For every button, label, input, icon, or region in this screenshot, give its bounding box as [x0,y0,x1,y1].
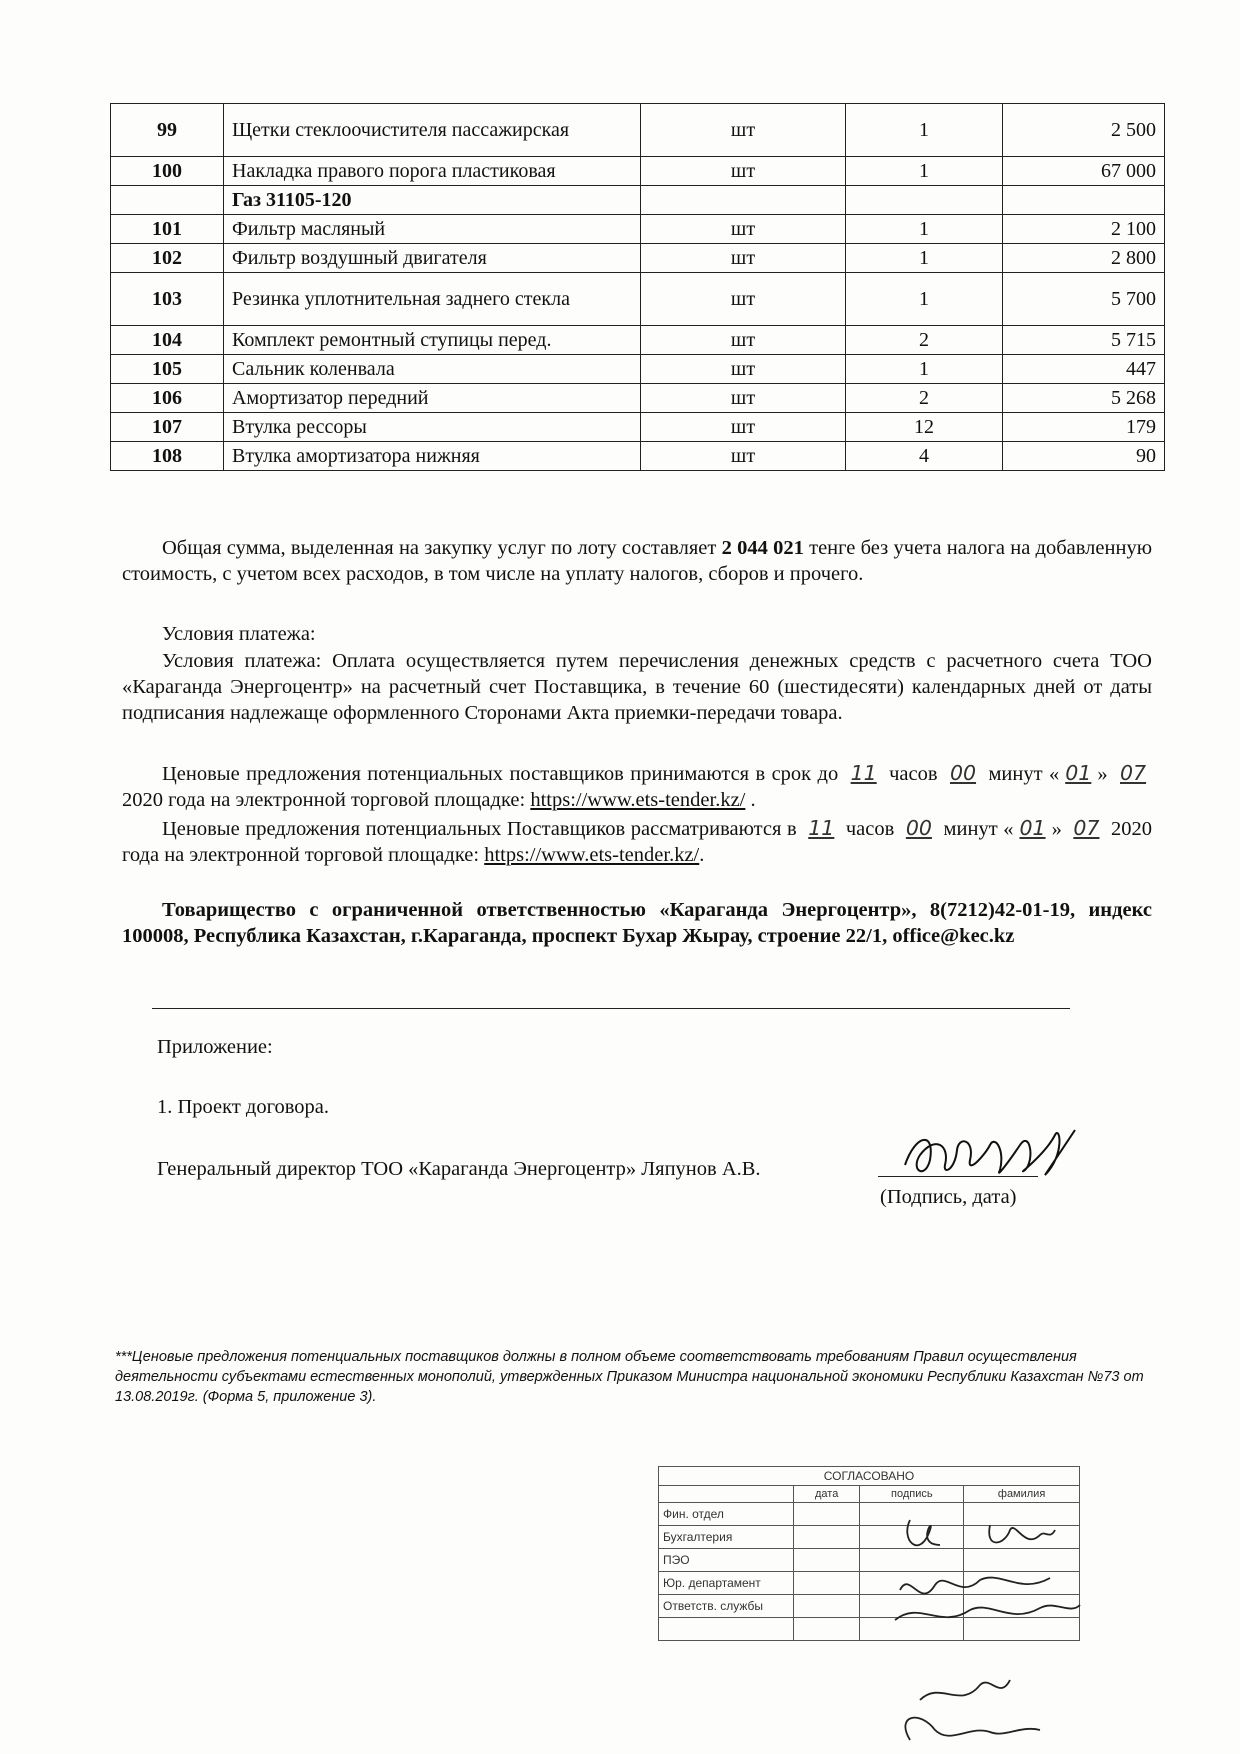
item-name: Резинка уплотнительная заднего стекла [224,273,641,326]
item-quantity: 4 [846,442,1003,471]
item-price: 90 [1003,442,1165,471]
review-minute: 00 [905,816,932,840]
review-text-1: Ценовые предложения потенциальных Поставщиков рассматриваются в [162,818,797,840]
stamp-cell [964,1503,1080,1526]
approval-stamp-body [659,1467,1080,1641]
item-unit: шт [641,355,846,384]
table-row [111,273,1165,326]
signature-caption: (Подпись, дата) [880,1186,1017,1208]
stamp-cell [964,1549,1080,1572]
payment-heading: Условия платежа: [162,623,316,645]
review-text-2: часов [845,818,895,840]
stamp-cell [860,1503,964,1526]
table-row [111,355,1165,384]
item-unit: шт [641,326,846,355]
item-number: 108 [111,442,224,471]
item-quantity: 2 [846,384,1003,413]
appendix-heading: Приложение: [157,1036,273,1058]
item-unit: шт [641,104,846,157]
payment-paragraph: Условия платежа: Оплата осуществляется путем перечисления денежных средств с расчетного счета ТОО «Караганда Энергоцентр» на расчетный счет Поставщика, в течение 60 (шестидесяти) календарных дней от даты подписания надлежаще оформленного Сторонами Акта приемки-передачи товара. [122,650,1152,724]
table-row [111,326,1165,355]
stamp-cell [860,1549,964,1572]
director-signature [895,1115,1095,1190]
item-number [111,186,224,215]
item-unit: шт [641,215,846,244]
item-unit: шт [641,157,846,186]
footnote: ***Ценовые предложения потенциальных поставщиков должны в полном объеме соответствовать требованиям Правил осуществления деятельности субъектами естественных монополий, утвержденных Приказом Министра национальной экономики Республики Казахстан №73 от 13.08.2019г. (Форма 5, приложение 3). [115,1349,1144,1405]
item-name: Сальник коленвала [224,355,641,384]
stamp-cell [794,1549,860,1572]
total-paragraph [122,535,1152,587]
review-month: 07 [1073,816,1100,840]
item-number: 100 [111,157,224,186]
item-price: 67 000 [1003,157,1165,186]
stamp-cell [964,1595,1080,1618]
item-price: 179 [1003,413,1165,442]
review-end: . [699,844,705,866]
acceptance-paragraph [122,760,1152,813]
separator-line [152,1008,1070,1009]
approval-stamp [658,1466,1080,1641]
stamp-column-date: дата [794,1486,860,1503]
item-number: 105 [111,355,224,384]
item-quantity: 1 [846,244,1003,273]
item-unit: шт [641,442,846,471]
item-price: 2 100 [1003,215,1165,244]
item-name: Щетки стеклоочистителя пассажирская [224,104,641,157]
review-url-link[interactable]: https://www.ets-tender.kz/ [484,844,700,866]
stamp-row-label: ПЭО [659,1549,794,1572]
table-row [111,215,1165,244]
stamp-cell [794,1595,860,1618]
acceptance-month: 07 [1119,761,1147,785]
item-number: 103 [111,273,224,326]
item-quantity [846,186,1003,215]
item-name: Амортизатор передний [224,384,641,413]
item-quantity: 1 [846,273,1003,326]
item-price: 5 268 [1003,384,1165,413]
items-table [110,103,1165,471]
item-quantity: 1 [846,157,1003,186]
stamp-row-label [659,1618,794,1641]
table-row [111,157,1165,186]
stamp-cell [860,1572,964,1595]
item-unit [641,186,846,215]
stamp-cell [860,1618,964,1641]
acceptance-text-5: 2020 года на электронной торговой площадке: [122,789,526,811]
item-name: Втулка рессоры [224,413,641,442]
item-number: 99 [111,104,224,157]
stamp-row [659,1549,1080,1572]
item-number: 102 [111,244,224,273]
stamp-column-signature: подпись [860,1486,964,1503]
item-number: 106 [111,384,224,413]
director-line: Генеральный директор ТОО «Караганда Энергоцентр» Ляпунов А.В. [157,1158,761,1180]
table-row [111,244,1165,273]
acceptance-end: . [750,789,756,811]
acceptance-minute: 00 [949,761,977,785]
review-paragraph [122,815,1152,868]
item-name: Газ 31105-120 [224,186,641,215]
item-unit: шт [641,244,846,273]
item-name: Комплект ремонтный ступицы перед. [224,326,641,355]
acceptance-text-1: Ценовые предложения потенциальных поставщиков принимаются в срок до [162,763,839,785]
item-name: Втулка амортизатора нижняя [224,442,641,471]
acceptance-hour: 11 [850,761,877,785]
stamp-cell [964,1618,1080,1641]
stamp-row-label: Ответств. службы [659,1595,794,1618]
item-unit: шт [641,413,846,442]
item-price: 2 800 [1003,244,1165,273]
acceptance-url-link[interactable]: https://www.ets-tender.kz/ [530,789,746,811]
stamp-cell [860,1595,964,1618]
signature-underline [878,1176,1038,1177]
stamp-row [659,1618,1080,1641]
stamp-cell [794,1526,860,1549]
acceptance-day: 01 [1065,761,1092,785]
stamp-row [659,1572,1080,1595]
total-text-before: Общая сумма, выделенная на закупку услуг по лоту составляет [162,537,722,559]
stamp-row-label: Бухгалтерия [659,1526,794,1549]
review-text-5: 2020 года на электронной торговой площадке: [122,818,1153,866]
stamp-cell [794,1503,860,1526]
stamp-cell [964,1526,1080,1549]
item-number: 104 [111,326,224,355]
acceptance-text-2: часов [889,763,938,785]
item-name: Фильтр воздушный двигателя [224,244,641,273]
item-number: 107 [111,413,224,442]
item-price: 2 500 [1003,104,1165,157]
items-table-body [111,104,1165,471]
table-row [111,104,1165,157]
item-price: 5 700 [1003,273,1165,326]
stamp-row [659,1503,1080,1526]
table-row [111,186,1165,215]
stamp-column-surname: фамилия [964,1486,1080,1503]
stamp-cell [794,1618,860,1641]
table-row [111,413,1165,442]
stamp-corner [659,1486,794,1503]
total-amount: 2 044 021 [721,537,804,559]
acceptance-text-3: минут « [988,763,1060,785]
item-quantity: 1 [846,215,1003,244]
item-price: 5 715 [1003,326,1165,355]
item-name: Накладка правого порога пластиковая [224,157,641,186]
review-day: 01 [1019,816,1046,840]
item-name: Фильтр масляный [224,215,641,244]
table-row [111,442,1165,471]
total-text-after: тенге без учета налога на добавленную стоимость, с учетом всех расходов, в том числе на уплату налогов, сборов и прочего. [122,537,1153,585]
review-hour: 11 [808,816,835,840]
review-text-3: минут « [943,818,1014,840]
item-price: 447 [1003,355,1165,384]
stamp-cell [860,1526,964,1549]
item-unit: шт [641,273,846,326]
table-row [111,384,1165,413]
item-quantity: 1 [846,104,1003,157]
item-quantity: 12 [846,413,1003,442]
stamp-title: СОГЛАСОВАНО [659,1467,1080,1486]
stamp-row-label: Фин. отдел [659,1503,794,1526]
stamp-cell [794,1572,860,1595]
item-quantity: 1 [846,355,1003,384]
stamp-row [659,1595,1080,1618]
stamp-row-label: Юр. департамент [659,1572,794,1595]
item-price [1003,186,1165,215]
stamp-row [659,1526,1080,1549]
item-number: 101 [111,215,224,244]
stamp-cell [964,1572,1080,1595]
review-text-4: » [1051,818,1062,840]
acceptance-text-4: » [1097,763,1108,785]
item-quantity: 2 [846,326,1003,355]
appendix-item: 1. Проект договора. [157,1096,330,1118]
company-details: Товарищество с ограниченной ответственностью «Караганда Энергоцентр», 8(7212)42-01-19, индекс 100008, Республика Казахстан, г.Караганда, проспект Бухар Жырау, строение 22/1, office@kec.kz [122,899,1152,947]
item-unit: шт [641,384,846,413]
